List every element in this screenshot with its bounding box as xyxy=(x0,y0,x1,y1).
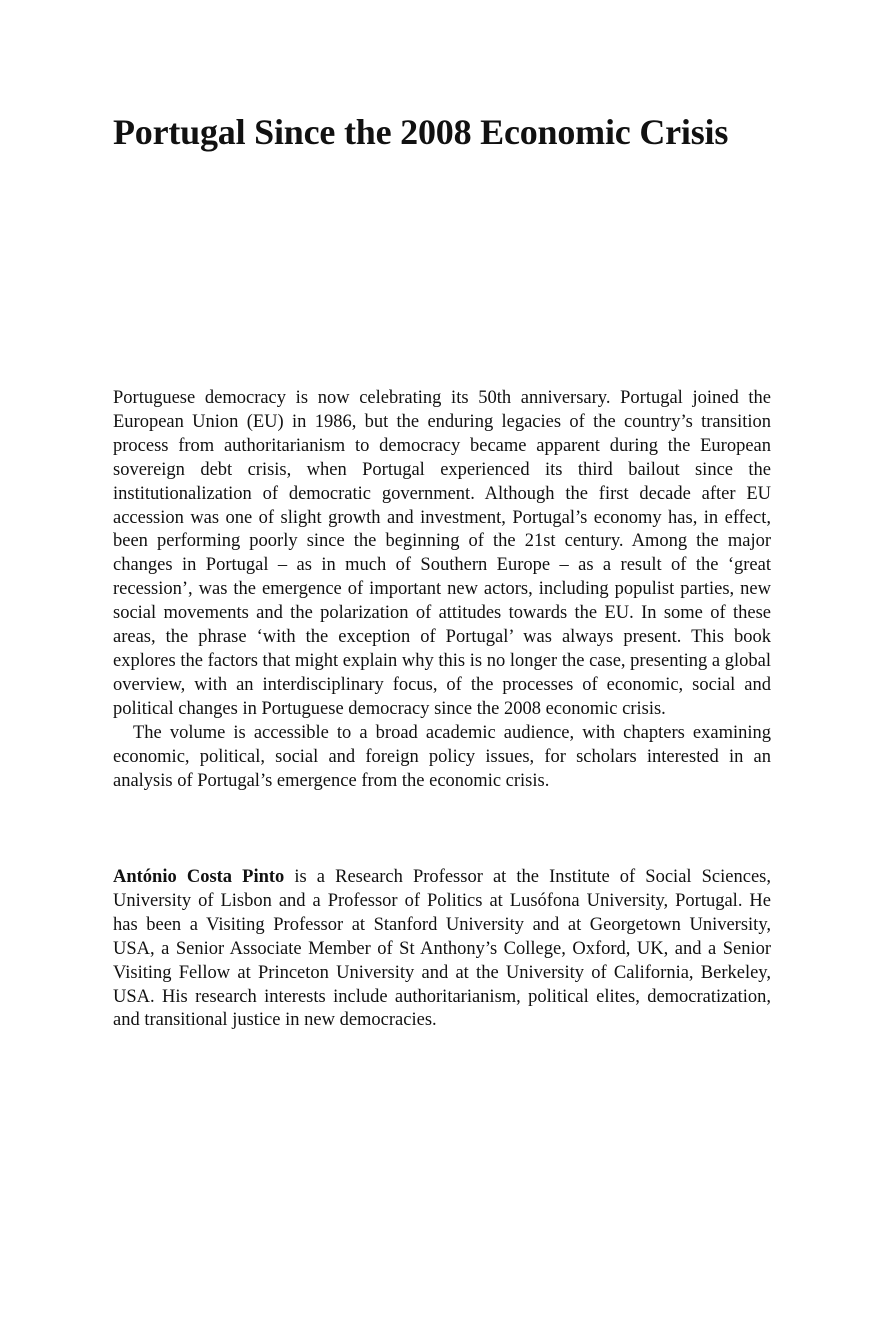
book-title: Portugal Since the 2008 Economic Crisis xyxy=(113,112,729,152)
author-name: António Costa Pinto xyxy=(113,867,285,887)
description-paragraph: The volume is accessible to a broad academic audience, with chapters examining economic, political, social and foreign policy issues, for scholars interested in an analysis of Portugal’s emergence from the economic crisis. xyxy=(113,722,771,791)
description-paragraph: Portuguese democracy is now celebrating its 50th anniversary. Portugal joined the European Union (EU) in 1986, but the enduring legacies of the country’s transition process from authoritarianism to democracy became apparent during the European sovereign debt crisis, when Portugal experienced its third bailout since the institutionalization of democratic government. Although the first decade after EU accession was one of slight growth and investment, Portugal’s economy has, in effect, been performing poorly since the beginning of the 21st century. Among the major changes in Portugal – as in much of Southern Europe – as a result of the ‘great recession’, was the emergence of important new actors, including populist parties, new social movements and the polarization of attitudes towards the EU. In some of these areas, the phrase ‘with the exception of Portugal’ was always present. This book explores the factors that might explain why this is no longer the case, presenting a global overview, with an interdisciplinary focus, of the processes of economic, social and political changes in Portuguese democracy since the 2008 economic crisis. xyxy=(113,388,771,719)
book-description xyxy=(113,387,771,793)
author-bio xyxy=(113,866,771,1033)
author-bio-text: is a Research Professor at the Institute of Social Sciences, University of Lisbon and a Professor of Politics at Lusófona University, Portugal. He has been a Visiting Professor at Stanford University and at Georgetown University, USA, a Senior Associate Member of St Anthony’s College, Oxford, UK, and a Senior Visiting Fellow at Princeton University and at the University of California, Berkeley, USA. His research interests include authoritarianism, political elites, democratization, and transitional justice in new democracies. xyxy=(113,867,771,1031)
